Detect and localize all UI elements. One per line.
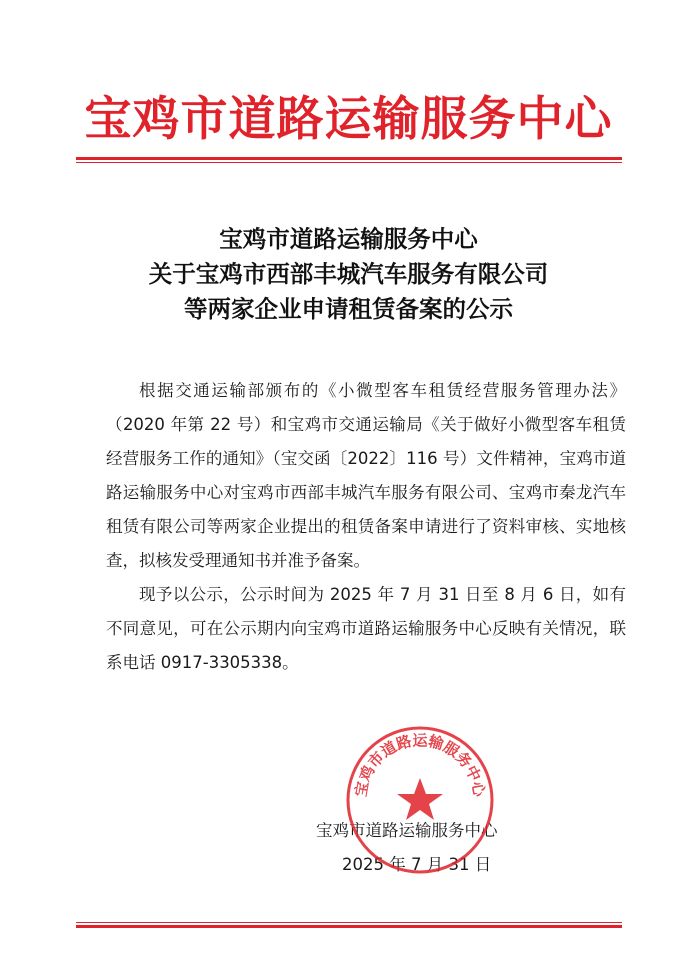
document-body: [106, 374, 626, 680]
title-line-3: 等两家企业申请租赁备案的公示: [184, 295, 513, 323]
document-title: [0, 222, 697, 327]
footer-rule-thin: [76, 922, 622, 923]
signature-org: 宝鸡市道路运输服务中心: [316, 821, 498, 840]
footer-rule-thick: [76, 925, 622, 928]
title-line-1: 宝鸡市道路运输服务中心: [219, 225, 478, 253]
body-paragraph-1: 根据交通运输部颁布的《小微型客车租赁经营服务管理办法》（2020 年第 22 号）和宝鸡市交通运输局《关于做好小微型客车租赁经营服务工作的通知》（宝交函〔2022〕116 号）文件精神，宝鸡市道路运输服务中心对宝鸡市西部丰城汽车服务有限公司、宝鸡市秦龙汽车租赁有限公司等两家企业提出的租赁备案申请进行了资料审核、实地核查，拟核发受理通知书并准予备案。: [106, 381, 626, 570]
letterhead-rule-thin: [76, 162, 622, 163]
seal-star-icon: [397, 778, 443, 820]
title-line-2: 关于宝鸡市西部丰城汽车服务有限公司: [148, 260, 549, 288]
letterhead-title: 宝鸡市道路运输服务中心: [84, 92, 613, 147]
official-seal-stamp: [344, 724, 496, 876]
seal-text: 宝鸡市道路运输服务中心: [351, 731, 489, 799]
body-paragraph-2: 现予以公示，公示时间为 2025 年 7 月 31 日至 8 月 6 日，如有不同意见，可在公示期内向宝鸡市道路运输服务中心反映有关情况，联系电话 0917-3305338。: [106, 585, 626, 672]
letterhead-rule-thick: [76, 157, 622, 160]
signature-date: 2025 年 7 月 31 日: [342, 855, 492, 874]
